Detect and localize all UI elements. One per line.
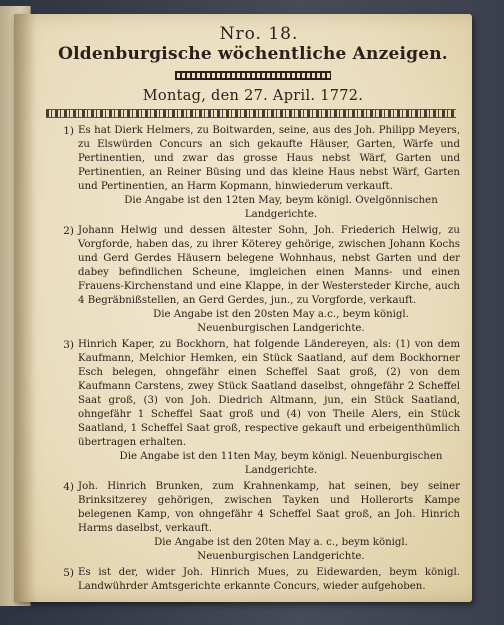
notice-3 xyxy=(46,338,460,478)
notice-number: 5) xyxy=(63,567,74,579)
notice-4 xyxy=(46,480,460,564)
notice-5 xyxy=(46,566,460,594)
notice-2 xyxy=(46,224,460,336)
notice-court-note: Die Angabe ist den 20sten May a.c., beym königl. Neuenburgischen Landgerichte. xyxy=(153,309,409,334)
notice-text: Es ist der, wider Joh. Hinrich Mues, zu Eidewarden, beym königl. Landwührder Amtsgerichte erkannte Concurs, wieder aufgehoben. xyxy=(78,567,460,592)
title-rule xyxy=(175,71,331,80)
notice-court-note: Die Angabe ist den 20ten May a. c., beym königl. Neuenburgischen Landgerichte. xyxy=(154,537,408,562)
dateline: Montag, den 27. April. 1772. xyxy=(142,88,364,104)
notice-text: Johann Helwig und dessen ältester Sohn, Joh. Friederich Helwig, zu Vorgforde, haben das, zu ihrer Köterey gehörige, zwischen Johann Kochs und Gerd Gerdes Häusern belegene Wohnhaus, nebst Garten und der dabey befindlichen Scheune, imgleichen einen Manns- und einen Frauens-Kirchenstand und eine Klappe, in der Westersteder Kirche, auch 4 Begräbnißstellen, an Gerd Gerdes, jun., zu Vorgforde, verkauft. xyxy=(78,225,460,306)
notice-text: Hinrich Kaper, zu Bockhorn, hat folgende Ländereyen, als: (1) von dem Kaufmann, Melchior Hemken, ein Stück Saatland, auf dem Bockhorner Esch belegen, ohngefähr einen Scheffel Saat groß, (2) von dem Kaufmann Carstens, zwey Stück Saatland daselbst, ohngefähr 2 Scheffel Saat groß, (3) von Joh. Diedrich Altmann, jun, ein Stück Saatland, ohngefähr 1 Scheffel Saat groß und (4) von Theile Alers, ein Stück Saatland, 1 Scheffel Saat groß, respective gekauft und erbeigenthümlich übertragen erhalten. xyxy=(78,339,460,448)
notice-1 xyxy=(46,124,460,222)
notice-court-note: Die Angabe ist den 11ten May, beym königl. Neuenburgischen Landgerichte. xyxy=(119,451,443,476)
notice-text: Joh. Hinrich Brunken, zum Krahnenkamp, hat seinen, bey seiner Brinksitzerey gehörigen, zwischen Tayken und Hollerorts Kampe belegenen Kamp, von ohngefähr 4 Scheffel Saat groß, an Joh. Hinrich Harms daselbst, verkauft. xyxy=(78,481,460,534)
notice-number: 3) xyxy=(63,339,74,351)
notice-number: 2) xyxy=(63,225,74,237)
ornamental-border xyxy=(46,109,456,118)
notice-number: 1) xyxy=(63,125,74,137)
notice-list xyxy=(46,124,460,594)
newspaper-title: Oldenburgische wöchentliche Anzeigen. xyxy=(58,44,448,64)
notice-text: Es hat Dierk Helmers, zu Boitwarden, seine, aus des Joh. Philipp Meyers, zu Elswürden Concurs an sich gekaufte Häuser, Garten, Wärfe und Pertinentien, und zwar das grosse Haus nebst Wärf, Garten und Pertinentien, an Reiner Büsing und das kleine Haus nebst Wärf, Garten und Pertinentien, an Harm Kopmann, hinwiederum verkauft. xyxy=(78,125,460,192)
issue-number: Nro. 18. xyxy=(219,24,299,44)
page-gutter-shadow xyxy=(14,14,36,602)
page-content xyxy=(46,24,460,596)
notice-court-note: Die Angabe ist den 12ten May, beym königl. Ovelgönnischen Landgerichte. xyxy=(124,195,438,220)
notice-number: 4) xyxy=(63,481,74,493)
